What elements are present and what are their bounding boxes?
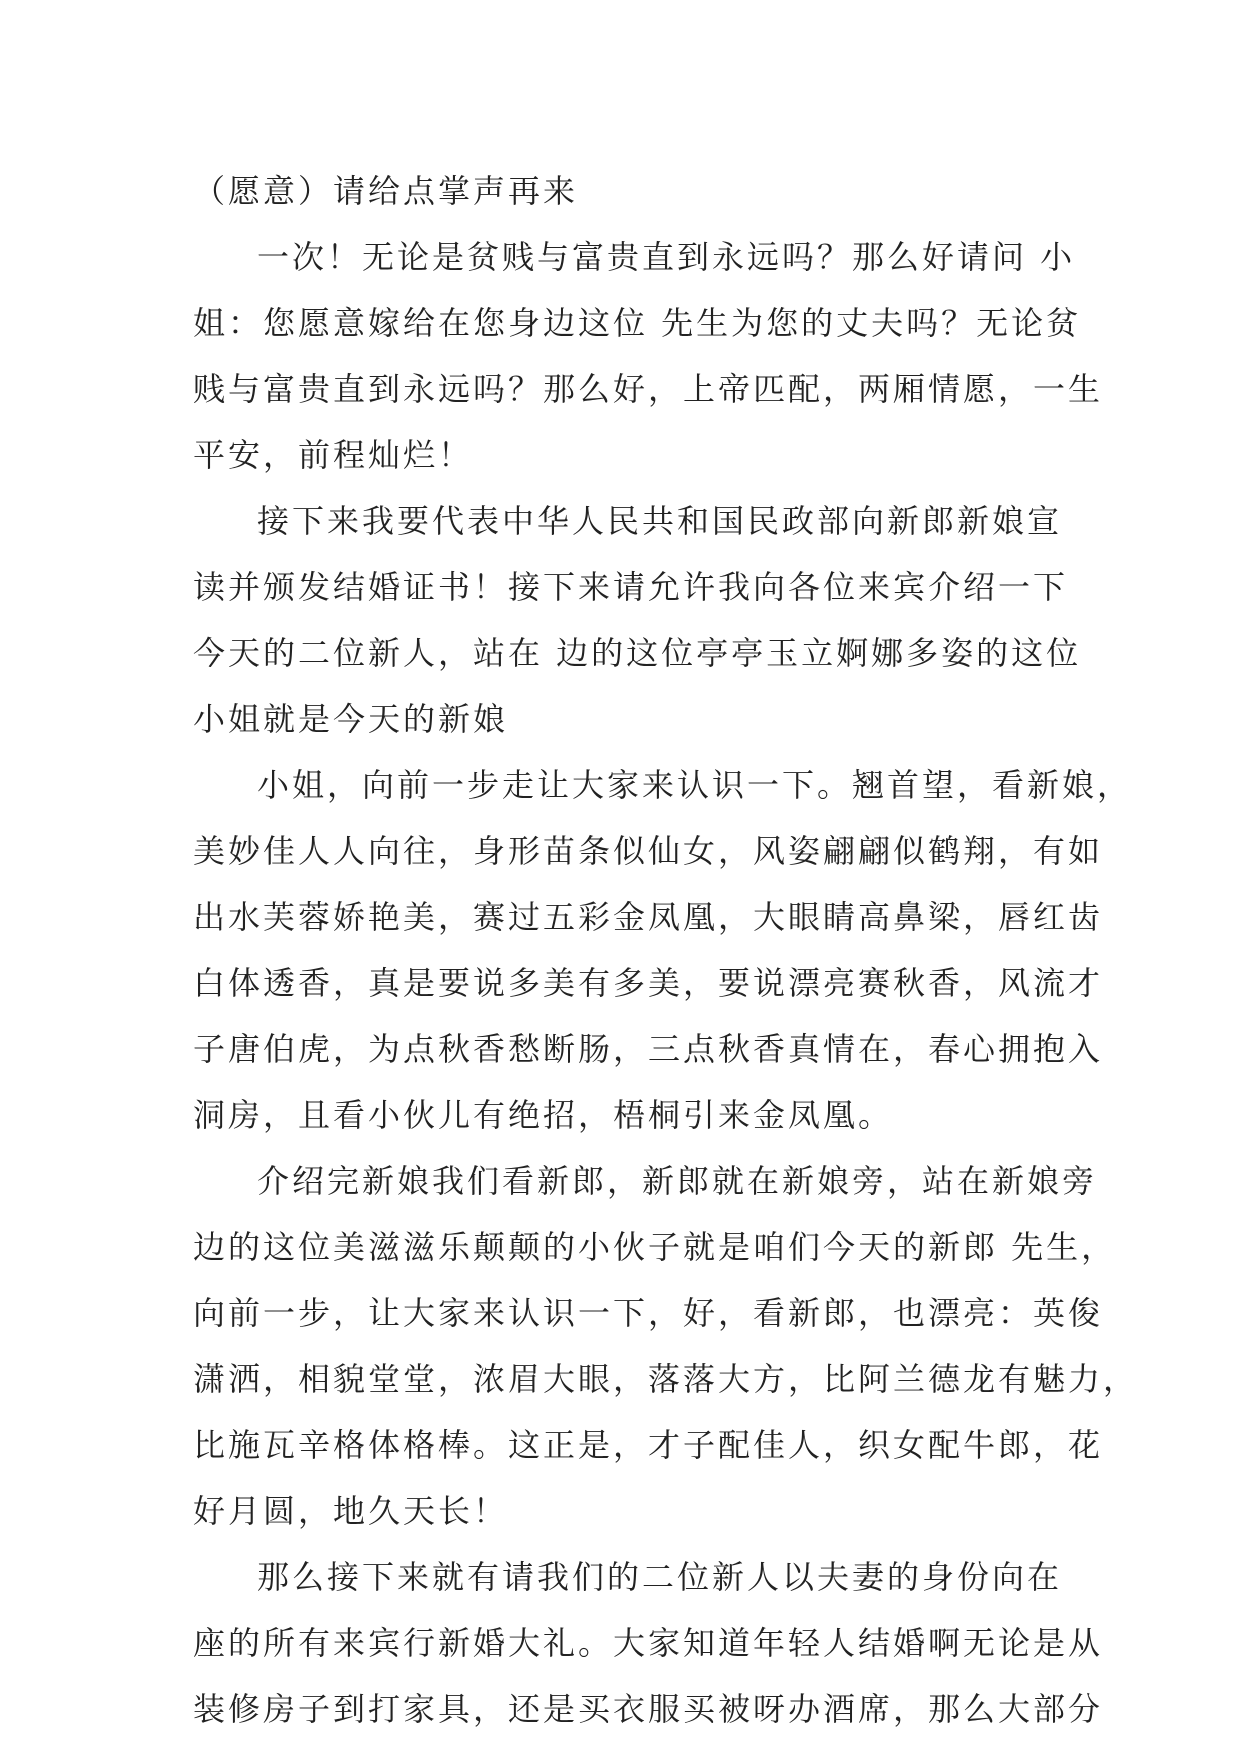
text-line: 边的这位美滋滋乐颠颠的小伙子就是咱们今天的新郎 先生，: [193, 1228, 1117, 1266]
text-line: 平安，前程灿烂！: [193, 436, 474, 474]
text-line: 贱与富贵直到永远吗？那么好，上帝匹配，两厢情愿，一生: [193, 370, 1104, 408]
text-line: 美妙佳人人向往，身形苗条似仙女，风姿翩翩似鹤翔，有如: [193, 832, 1104, 870]
text-line: 洞房，且看小伙儿有绝招，梧桐引来金凤凰。: [193, 1096, 894, 1134]
paragraph-first-line: 一次！无论是贫贱与富贵直到永远吗？那么好请问 小: [257, 238, 1076, 276]
text-line: 潇洒，相貌堂堂，浓眉大眼，落落大方，比阿兰德龙有魅力，: [193, 1360, 1139, 1398]
text-line: 比施瓦辛格体格棒。这正是，才子配佳人，织女配牛郎，花: [193, 1426, 1104, 1464]
paragraph-first-line: 接下来我要代表中华人民共和国民政部向新郎新娘宣: [257, 502, 1063, 540]
text-line: 座的所有来宾行新婚大礼。大家知道年轻人结婚啊无论是从: [193, 1624, 1104, 1662]
text-line: 白体透香，真是要说多美有多美，要说漂亮赛秋香，风流才: [193, 964, 1104, 1002]
text-line: 子唐伯虎，为点秋香愁断肠，三点秋香真情在，春心拥抱入: [193, 1030, 1104, 1068]
text-line: 今天的二位新人，站在 边的这位亭亭玉立婀娜多姿的这位: [193, 634, 1082, 672]
paragraph-first-line: 小姐，向前一步走让大家来认识一下。翘首望，看新娘，: [257, 766, 1133, 804]
text-line: 装修房子到打家具，还是买衣服买被呀办酒席，那么大部分: [193, 1690, 1104, 1728]
text-line: 小姐就是今天的新娘: [193, 700, 509, 738]
text-line: 出水芙蓉娇艳美，赛过五彩金凤凰，大眼睛高鼻梁，唇红齿: [193, 898, 1104, 936]
document-body: [193, 158, 1139, 1742]
paragraph-first-line: 那么接下来就有请我们的二位新人以夫妻的身份向在: [257, 1558, 1063, 1596]
paragraph-first-line: 介绍完新娘我们看新郎，新郎就在新娘旁，站在新娘旁: [257, 1162, 1098, 1200]
text-line: 姐：您愿意嫁给在您身边这位 先生为您的丈夫吗？无论贫: [193, 304, 1082, 342]
text-line: （愿意）请给点掌声再来: [193, 172, 579, 210]
text-line: 向前一步，让大家来认识一下，好，看新郎，也漂亮：英俊: [193, 1294, 1104, 1332]
text-line: 读并颁发结婚证书！接下来请允许我向各位来宾介绍一下: [193, 568, 1069, 606]
text-line: 好月圆，地久天长！: [193, 1492, 509, 1530]
